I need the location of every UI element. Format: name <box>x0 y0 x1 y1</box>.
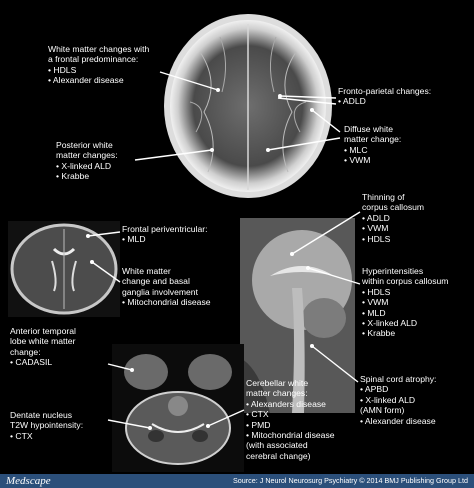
label-anterior-temporal: Anterior temporal lobe white matter change: • CADASIL <box>10 326 76 368</box>
source-credit: Source: J Neurol Neurosurg Psychiatry © 2014 BMJ Publishing Group Ltd <box>232 476 468 485</box>
label-basal-ganglia: White matter change and basal ganglia involvement • Mitochondrial disease <box>122 266 211 308</box>
mri-posterior-fossa <box>112 344 244 472</box>
label-posterior: Posterior white matter changes: • X-linked ALD • Krabbe <box>56 140 118 182</box>
label-thinning-cc: Thinning of corpus callosum • ADLD • VWM • HDLS <box>362 192 425 244</box>
label-dentate: Dentate nucleus T2W hypointensity: • CTX <box>10 410 84 441</box>
label-cerebellar: Cerebellar white matter changes: • Alexanders disease • CTX • PMD • Mitochondrial disease (with associated cerebral change) <box>246 378 335 461</box>
label-spinal: Spinal cord atrophy: • APBD • X-linked ALD (AMN form) • Alexander disease <box>360 374 437 426</box>
label-hyper-cc: Hyperintensities within corpus callosum • HDLS • VWM • MLD • X-linked ALD • Krabbe <box>362 266 449 339</box>
label-diffuse: Diffuse white matter change: • MLC • VWM <box>344 124 402 166</box>
label-fronto-parietal: Fronto-parietal changes: • ADLD <box>338 86 432 107</box>
mri-axial-top <box>160 12 336 200</box>
mri-axial-left <box>8 221 120 317</box>
footer-bar <box>0 474 474 488</box>
label-frontal-white: White matter changes with a frontal predominance: • HDLS • Alexander disease <box>48 44 150 86</box>
medscape-logo: Medscape <box>6 475 51 487</box>
label-frontal-periventricular: Frontal periventricular: • MLD <box>122 224 208 245</box>
